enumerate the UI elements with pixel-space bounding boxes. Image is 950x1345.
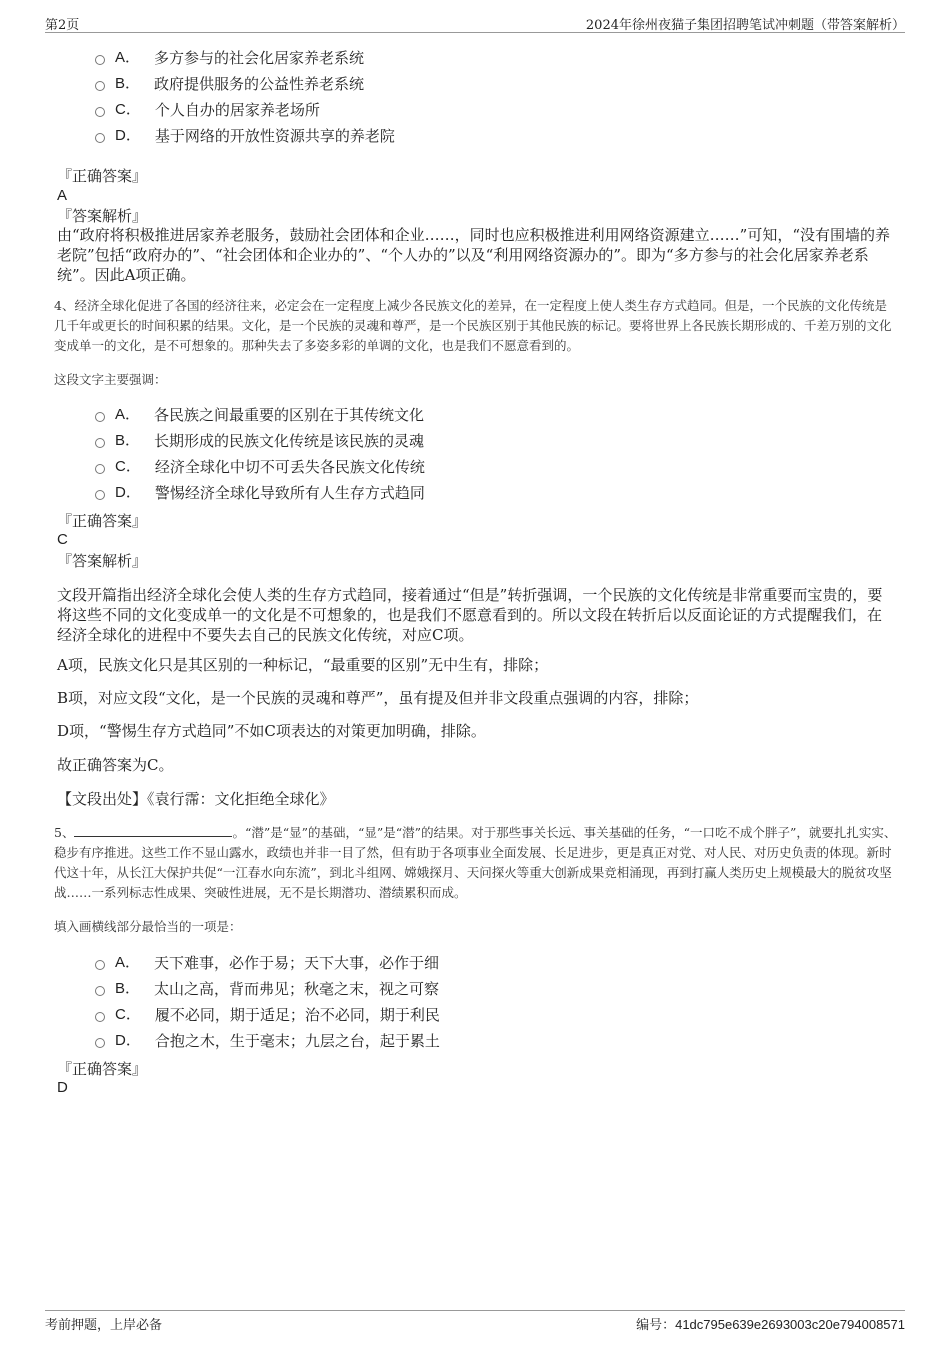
q5-answer: D [57,1079,68,1096]
q5-option-c[interactable]: C． 履不必同，期于适足；治不必同，期于利民 [95,1002,440,1028]
q3-option-d[interactable]: D． 基于网络的开放性资源共享的养老院 [95,123,395,149]
q5-option-a[interactable]: A． 天下难事，必作于易；天下大事，必作于细 [95,950,440,976]
q3-option-c[interactable]: C． 个人自办的居家养老场所 [95,97,395,123]
q4-stem: 4、经济全球化促进了各国的经济往来，必定会在一定程度上减少各民族文化的差异，在一定程度上使人类生存方式趋同。但是，一个民族的文化传统是几千年或更长的时间积累的结果。文化，是一个民族的灵魂和尊严，是一个民族区别于其他民族的标记。要将世界上各民族长期形成的、千差万别的文化变成单一的文化，是不可想象的。那种失去了多姿多彩的单调的文化，也是我们不愿意看到的。 [54,298,892,353]
q5-options [95,950,440,1054]
fill-in-blank[interactable] [74,824,232,837]
q5-option-b[interactable]: B． 太山之高，背而弗见；秋毫之末，视之可察 [95,976,440,1002]
q4-analysis-option-b: B项，对应文段“文化，是一个民族的灵魂和尊严”，虽有提及但并非文段重点强调的内容，排除； [57,689,699,707]
q5-answer-label: 『正确答案』 [57,1060,148,1078]
q4-answer: C [57,531,68,548]
radio-icon[interactable] [95,438,105,448]
radio-icon[interactable] [95,960,105,970]
q3-analysis-label: 『答案解析』 [57,207,148,225]
q3-options [95,45,395,149]
radio-icon[interactable] [95,464,105,474]
q5-option-d[interactable]: D． 合抱之木，生于毫末；九层之台，起于累土 [95,1028,440,1054]
radio-icon[interactable] [95,1012,105,1022]
q3-answer: A [57,187,68,204]
q3-analysis: 由“政府将积极推进居家养老服务，鼓励社会团体和企业……，同时也应积极推进利用网络资源建立……”可知，“没有围墙的养老院”包括“政府办的”、“社会团体和企业办的”、“个人办的”以及“利用网络资源办的”。即为“多方参与的社会化居家养老系统”。因此A项正确。 [57,226,891,284]
radio-icon[interactable] [95,81,105,91]
page-header [45,14,905,33]
q4-option-c[interactable]: C． 经济全球化中切不可丢失各民族文化传统 [95,454,425,480]
q4-answer-label: 『正确答案』 [57,512,148,530]
document-title: 2024年徐州夜猫子集团招聘笔试冲刺题（带答案解析） [585,18,905,33]
q4-option-b[interactable]: B． 长期形成的民族文化传统是该民族的灵魂 [95,428,425,454]
q5-prompt: 填入画横线部分最恰当的一项是： [54,919,242,934]
q4-option-d[interactable]: D． 警惕经济全球化导致所有人生存方式趋同 [95,480,425,506]
q4-analysis-option-d: D项，“警惕生存方式趋同”不如C项表达的对策更加明确，排除。 [57,722,486,740]
radio-icon[interactable] [95,133,105,143]
q3-option-b[interactable]: B． 政府提供服务的公益性养老系统 [95,71,395,97]
q4-conclusion: 故正确答案为C。 [57,756,174,774]
radio-icon[interactable] [95,490,105,500]
radio-icon[interactable] [95,1038,105,1048]
q4-options [95,402,425,506]
q4-analysis-option-a: A项，民族文化只是其区别的一种标记，“最重要的区别”无中生有，排除； [57,656,549,674]
radio-icon[interactable] [95,986,105,996]
q3-answer-label: 『正确答案』 [57,167,148,185]
q5-stem: 5、 。“潜”是“显”的基础，“显”是“潜”的结果。对于那些事关长远、事关基础的任务，“一口吃不成个胖子”，就要扎扎实实、稳步有序推进。这些工作不显山露水，政绩也并非一目了然，但有助于各项事业全面发展、长足进步，更是真正对党、对人民、对历史负责的体现。新时代这十年，从长江大保护共促“一江春水向东流”，到北斗组网、嫦娥探月、天问探火等重大创新成果竞相涌现，再到打赢人类历史上规模最大的脱贫攻坚战……一系列标志性成果、突破性进展，无不是长期潜功、潜绩累积而成。 [54,825,897,900]
q4-prompt: 这段文字主要强调： [54,372,167,387]
q4-option-a[interactable]: A． 各民族之间最重要的区别在于其传统文化 [95,402,425,428]
q4-analysis-main: 文段开篇指出经济全球化会使人类的生存方式趋同，接着通过“但是”转折强调，一个民族的文化传统是非常重要而宝贵的，要将这些不同的文化变成单一的文化是不可想象的，也是我们不愿意看到的。所以文段在转折后以反面论证的方式提醒我们，在经济全球化的进程中不要失去自己的民族文化传统，对应C项。 [57,586,883,644]
footer-slogan: 考前押题，上岸必备 [45,1318,163,1333]
q3-option-a[interactable]: A． 多方参与的社会化居家养老系统 [95,45,395,71]
radio-icon[interactable] [95,55,105,65]
page-number: 第2页 [45,18,80,33]
radio-icon[interactable] [95,412,105,422]
radio-icon[interactable] [95,107,105,117]
page-footer [45,1310,905,1334]
document-code: 编号：41dc795e639e2693003c20e794008571 [636,1317,905,1333]
q4-source: 【文段出处】《袁行霈：文化拒绝全球化》 [57,790,335,808]
q4-analysis-label: 『答案解析』 [57,552,148,570]
